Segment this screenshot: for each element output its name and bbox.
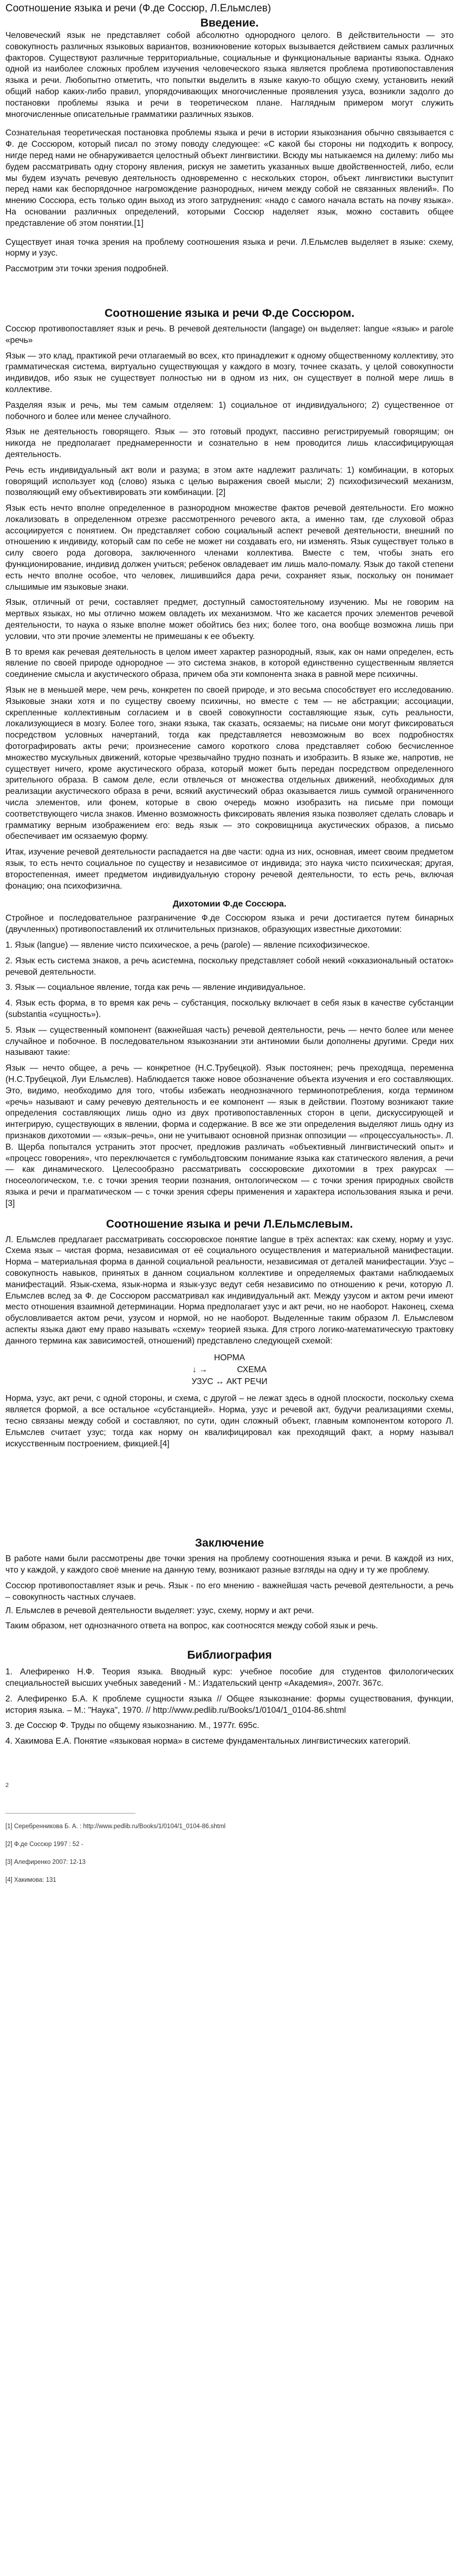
saussure-paragraph: Разделяя язык и речь, мы тем самым отделяем: 1) социальное от индивидуального; 2) существенное от побочного и более или менее случайного. (5, 400, 454, 421)
scheme-usage-speech: УЗУС ↔ АКТ РЕЧИ (191, 1377, 268, 1387)
scheme-middle-row (5, 1364, 454, 1376)
scheme-schema: СХЕМА (237, 1365, 267, 1375)
bibliography-list (5, 1667, 454, 1747)
hjelmslev-paragraph: Норма, узус, акт речи, с одной стороны, и схема, с другой – не лежат здесь в одной плоскости, поскольку схема является формой, а все остальное «субстанцией». Норма, узус и речевой акт, будучи реализациями схемы, тесно связаны между собой и составляют, по сути, один сложный объект, главным компонентом которого Л. Ельмслев считает узус; тогда как норму он квалифицировал как преходящий факт, а норму называл искусственным построением, фикцией.[4] (5, 1394, 454, 1449)
saussure-paragraph: Язык не в меньшей мере, чем речь, конкретен по своей природе, и это весьма способствует его исследованию. Языковые знаки хотя и по существу своему психичны, но вместе с тем — не абстракции; ассоциации, скрепленные коллективным согласием и в своей совокупности составляющие язык, суть реальности, локализующиеся в мозгу. Более того, знаки языка, так сказать, осязаемы; на письме они могут фиксироваться посредством условных начертаний, тогда как представляется невозможным во всех подробностях фотографировать акты речи; произнесение самого короткого слова представляет собою бесчисленное множество мускульных движений, которые чрезвычайно трудно познать и изобразить. В языке же, напротив, не существует ничего, кроме акустического образа, который может быть передан посредством определенного зрительного образа. В самом деле, если отвлечься от множества отдельных движений, необходимых для реализации акустического образа в речи, всякий акустический образ оказывается лишь суммой ограниченного числа элементов, или фонем, которые в свою очередь можно изобразить на письме при помощи соответствующего числа знаков. Именно возможность фиксировать явления языка позволяет сделать словарь и грамматику верным изображением его: ведь язык — это сокровищница акустических образов, а письмо обеспечивает им осязаемую форму. (5, 686, 454, 842)
saussure-paragraph: Язык, отличный от речи, составляет предмет, доступный самостоятельному изучению. Мы не говорим на мертвых языках, но мы отлично можем овладеть их механизмом. Что же касается прочих элементов речевой деятельности, то наука о языке вполне может обойтись без них; более того, она вообще возможна лишь при условии, что эти прочие элементы не примешаны к ее объекту. (5, 598, 454, 641)
intro-heading: Введение. (200, 17, 259, 29)
saussure-paragraph: В то время как речевая деятельность в целом имеет характер разнородный, язык, как он нами определен, есть явление по своей природе однородное — это система знаков, в которой единственно существенным является соединение смысла и акустического образа, причем оба эти компонента знака в равной мере психичны. (5, 647, 454, 680)
footnote-item: [1] Серебренникова Б. А. : http://www.pedlib.ru/Books/1/0104/1_0104-86.shtml (5, 1823, 226, 1830)
conclusion-paragraph: В работе нами были рассмотрены две точки зрения на проблему соотношения языка и речи. В каждой из них, что у каждой, у каждого своё мнение на данную тему, возникают разные взгляды на одну и ту же проблему. (5, 1554, 454, 1575)
intro-paragraph: Существует иная точка зрения на проблему соотношения языка и речи. Л.Ельмслев выделяет в языке: схему, норму и узус. (5, 237, 454, 258)
hjelmslev-scheme (5, 1352, 454, 1388)
scheme-norm: НОРМА (214, 1353, 245, 1363)
dichotomy-item: 4. Язык есть форма, в то время как речь – субстанция, поскольку включает в себя язык в качестве субстанции (substantia «сущность»). (5, 999, 454, 1019)
intro-paragraph: Человеческий язык не представляет собой абсолютно однородного целого. В действительности — это совокупность различных языковых вариантов, возникновение которых вызывается действием самых различных факторов. Существуют различные территориальные, социальные и функциональные варианты языка. Однако одной из наиболее сложных проблем изучения человеческого языка является проблема противопоставления языка и речи. Любопытно отметить, что попытки выделить в языке какую-то общую схему, установить некий общий набор каких-либо правил, упорядочивающих многочисленные проявления узуса, возникли задолго до постановки проблемы языка и речи в теоретическом плане. Наглядным примером могут служить многочисленные описательные грамматики различных языков. (5, 31, 454, 119)
dichotomies-heading: Дихотомии Ф.де Соссюра. (172, 899, 287, 909)
conclusion-heading: Заключение (195, 1537, 264, 1550)
saussure-paragraph: Язык есть нечто вполне определенное в разнородном множестве фактов речевой деятельности. Его можно локализовать в определенном отрезке рассмотренного речевого акта, а именно там, где слуховой образ ассоциируется с понятием. Он представляет собою социальный аспект речевой деятельности, внешний по отношению к индивиду, который сам по себе не может ни создавать его, ни изменять. Язык существует только в силу своего рода договора, заключенного членами коллектива. Вместе с тем, чтобы знать его функционирование, индивид должен учиться; ребенок овладевает им лишь мало-помалу. Язык до такой степени есть нечто вполне особое, что человек, лишившийся дара речи, сохраняет язык, поскольку он понимает слышимые им языковые знаки. (5, 504, 454, 592)
conclusion-paragraph: Таким образом, нет однозначного ответа на вопрос, как соотносятся между собой язык и речь. (5, 1621, 378, 1631)
intro-paragraph: Сознательная теоретическая постановка проблемы языка и речи в истории языкознания обычно связывается с Ф. де Соссюром, который писал по этому поводу следующее: «С какой бы стороны ни подходить к вопросу, нигде перед нами не обнаруживается целостный объект лингвистики. Всюду мы натыкаемся на дилему: либо мы будем рассматривать одну сторону явления, рискуя не заметить указанных выше двойственностей, либо, если мы будем изучать речевую деятельность одновременно с нескольких сторон, объект лингвистики выступит перед нами как беспорядочное нагромождение разнородных, ничем между собой не связанных явлений». По мнению Соссюра, есть только один выход из этого затруднения: «надо с самого начала встать на почву языка». На основании различных определений, которыми Соссюр наделяет язык, можно составить общее представление об этом понятии.[1] (5, 128, 454, 228)
bibliography-item: 2. Алефиренко Б.А. К проблеме сущности языка // Общее языкознание: формы существования, функции, история языка. – М.: "Наука", 1970. // http://www.pedlib.ru/Books/1/0104/1_0104-86.shtml (5, 1694, 454, 1715)
dichotomy-item: 1. Язык (langue) — явление чисто психическое, а речь (parole) — явление психофизическое. (5, 940, 370, 950)
saussure-paragraph: Соссюр противопоставляет язык и речь. В речевой деятельности (langage) он выделяет: langue «язык» и parole «речь» (5, 324, 454, 345)
bibliography-heading: Библиография (187, 1649, 272, 1662)
saussure-paragraph: Итак, изучение речевой деятельности распадается на две части: одна из них, основная, имеет своим предметом язык, то есть нечто социальное по существу и независимое от индивида; это наука чисто психическая; другая, второстепенная, имеет предметом индивидуальную сторону речевой деятельности, то есть речь, включая фонацию; она психофизична. (5, 847, 454, 891)
footnote-item: [3] Алефиренко 2007: 12-13 (5, 1858, 86, 1866)
bibliography-item: 4. Хакимова Е.А. Понятие «языковая норма» в системе фундаментальных лингвистических категорий. (5, 1737, 411, 1746)
intro-paragraph: Рассмотрим эти точки зрения подробней. (5, 264, 169, 274)
bibliography-item: 1. Алефиренко Н.Ф. Теория языка. Вводный курс: учебное пособие для студентов филологических специальностей высших учебных заведений - М.: Издательский центр «Академия», 2007г. 367с. (5, 1667, 454, 1688)
saussure-paragraph: Речь есть индивидуальный акт воли и разума; в этом акте надлежит различать: 1) комбинации, в которых говорящий использует код (слово) языка с целью выражения своей мысли; 2) психофизический механизм, позволяющий ему объективировать эти комбинации. [2] (5, 465, 454, 498)
saussure-paragraph: Язык — это клад, практикой речи отлагаемый во всех, кто принадлежит к одному общественному коллективу, это грамматическая система, виртуально существующая у каждого в мозгу, точнее сказать, у целой совокупности индивидов, ибо язык не существует полностью ни в одном из них, он существует в полной мере лишь в коллективе. (5, 351, 454, 394)
dichotomy-item: 2. Язык есть система знаков, а речь асистемна, поскольку представляет собой некий «окказиональный остаток» речевой деятельности. (5, 956, 454, 977)
saussure-heading: Соотношение языка и речи Ф.де Соссюром. (104, 306, 355, 319)
dichotomy-item: 3. Язык — социальное явление, тогда как речь — явление индивидуальное. (5, 983, 306, 993)
conclusion-paragraph: Соссюр противопоставляет язык и речь. Язык - по его мнению - важнейшая часть речевой деятельности, а речь – совокупность частных случаев. (5, 1581, 454, 1602)
footnotes (5, 1813, 454, 1885)
conclusion-paragraph: Л. Ельмслев в речевой деятельности выделяет: узус, схему, норму и акт речи. (5, 1606, 314, 1615)
dichotomy-paragraph: Стройное и последовательное разграничение Ф.де Соссюром языка и речи достигается путем бинарных (двучленных) противопоставлений их отличительных признаков, образующих известные дихотомии: (5, 914, 454, 935)
bibliography-item: 3. де Соссюр Ф. Труды по общему языкознанию. М., 1977г. 695с. (5, 1721, 260, 1731)
scheme-arrows: ↓ → (192, 1365, 208, 1375)
dichotomy-paragraph: Язык — нечто общее, а речь — конкретное (Н.С.Трубецкой). Язык постоянен; речь преходяща, переменна (Н.С.Трубецкой, Луи Ельмслев). Наблюдается также новое обозначение объекта изучения и его составляющих. Это, видимо, необходимо для того, чтобы избежать неоднозначного терминопотребления, когда термином «речь» называют и саму речевую деятельность и ее компонент — язык в действии. Поэтому возникают такие определения составляющих лишь одно из двух противопоставленных сторон в цепи, дискуссирующей и интегрирую, существующих в явлении, форма и содержание. В все же эти определения выделяют лишь одну из признаков дихотомии — «язык–речь», они не учитывают основной признак оппозиции — «процессуальность». Л. В. Щерба попытался устранить этот просчет, предложив различать «объективный лингвистический опыт» и «процесс говорения», что переключается с гумбольдтовским понимание языка как статического явления, а речи — как динамического. Целесообразно рассматривать соссюровские дихотомии в трех ракурсах — гносеологическом, т.е. с точки зрения теории познания, онтологическом — с точки зрения природных свойств языка и речи и прагматическом — с точки зрения сферы применения и характера использования языка и речи.[3] (5, 1064, 454, 1208)
document-title: Соотношение языка и речи (Ф.де Соссюр, Л.Ельмслев) (5, 3, 271, 14)
saussure-paragraph: Язык не деятельность говорящего. Язык — это готовый продукт, пассивно регистрируемый говорящим; он никогда не предполагает преднамеренности и сознательно в нем проводится лишь классифицирующая деятельность. (5, 427, 454, 459)
footnote-item: [4] Хакимова: 131 (5, 1876, 56, 1883)
page-number: 2 (5, 1782, 9, 1789)
footnote-item: [2] Ф.де Соссюр 1997 : 52 - (5, 1841, 83, 1848)
dichotomy-item: 5. Язык — существенный компонент (важнейшая часть) речевой деятельности, речь — нечто более или менее случайное и побочное. В последовательном языкознании эти антиномии были дополнены другими. Среди них называют такие: (5, 1025, 454, 1058)
hjelmslev-paragraph: Л. Ельмслев предлагает рассматривать соссюровское понятие langue в трёх аспектах: как схему, норму и узус. Схема язык – чистая форма, независимая от её социального осуществления и материальной манифестации. Норма – материальная форма в данной социальной реальности, независимая от деталей манифестации. Узус – совокупность навыков, принятых в данном социальном коллективе и определяемых фактами наблюдаемых манифестаций. Язык-схема, язык-норма и язык-узус ведут себя независимо по отношению к речи, которую Л. Ельмслев вслед за Ф. де Соссюром рассматривал как индивидуальный акт. Между узусом и актом речи имеют место отношения взаимной детерминации. Норма предполагает узус и акт речи, но не наоборот. Наконец, схема обусловливается актом речи, узусом и нормой, но не наоборот. Выделенные таким образом Л. Ельмслевом аспекты языка дают ему право называть «схему» теорией языка. Для строго логико-математическую трактовку данного термина как зависимостей, отношений) представлено следующей схемой: (5, 1235, 454, 1346)
hjelmslev-heading: Соотношение языка и речи Л.Ельмслевым. (106, 1217, 353, 1230)
